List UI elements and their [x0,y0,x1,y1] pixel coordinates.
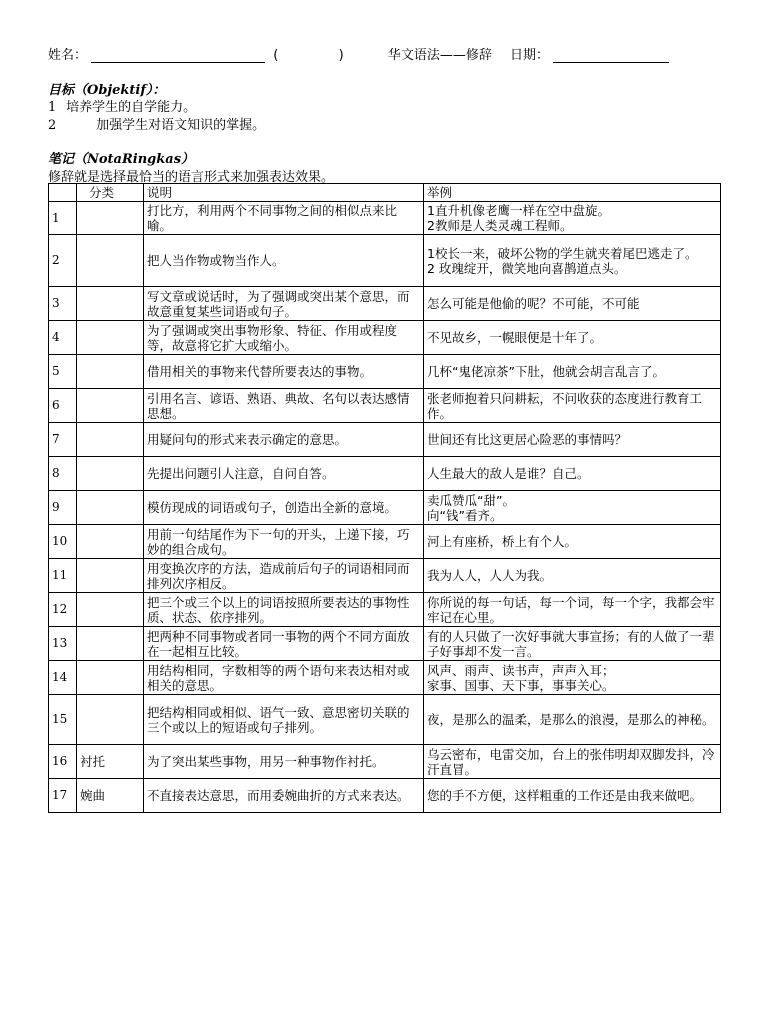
goal-text: 加强学生对语文知识的掌握。 [96,118,266,133]
row-index: 9 [49,491,77,525]
table-row [49,661,721,695]
date-blank[interactable] [553,50,669,63]
goal-item [48,114,265,133]
row-index: 11 [49,559,77,593]
table-row [49,202,721,235]
table-row [49,559,721,593]
row-example: 1校长一来，破坏公物的学生就夹着尾巴逃走了。 2 玫瑰绽开，微笑地向喜鹊道点头。 [424,235,721,287]
row-example: 卖瓜赞瓜“甜”。 向“钱”看齐。 [424,491,721,525]
class-paren-open: ( [273,48,279,63]
row-explanation: 打比方，利用两个不同事物之间的相似点来比喻。 [144,202,424,235]
row-index: 17 [49,779,77,813]
table-row [49,389,721,423]
table-row [49,235,721,287]
row-index: 13 [49,627,77,661]
table-row [49,593,721,627]
row-index: 12 [49,593,77,627]
rhetoric-table [48,183,721,813]
notes-intro: 修辞就是选择最恰当的语言形式来加强表达效果。 [48,170,335,185]
row-explanation: 用变换次序的方法，造成前后句子的词语相同而排列次序相反。 [144,559,424,593]
goal-item [48,96,196,115]
row-category: 婉曲 [77,779,144,813]
row-index: 7 [49,423,77,457]
header-line [48,44,669,63]
row-explanation: 把两种不同事物或者同一事物的两个不同方面放在一起相互比较。 [144,627,424,661]
row-category: 衬托 [77,745,144,779]
row-index: 1 [49,202,77,235]
row-index: 2 [49,235,77,287]
row-explanation: 用结构相同，字数相等的两个语句来表达相对或相关的意思。 [144,661,424,695]
row-example: 世间还有比这更居心险恶的事情吗？ [424,423,721,457]
row-category [77,457,144,491]
row-index: 10 [49,525,77,559]
row-explanation: 为了突出某些事物，用另一种事物作衬托。 [144,745,424,779]
row-category [77,287,144,321]
header-index [49,184,77,202]
name-blank[interactable] [91,50,265,63]
worksheet-title: 华文语法——修辞 [387,48,492,63]
table-row [49,355,721,389]
row-category [77,389,144,423]
row-category [77,661,144,695]
row-example: 有的人只做了一次好事就大事宣扬；有的人做了一辈子好事却不发一言。 [424,627,721,661]
table-header-row [49,184,721,202]
row-explanation: 不直接表达意思，而用委婉曲折的方式来表达。 [144,779,424,813]
header-category: 分类 [77,184,144,202]
table-row [49,287,721,321]
row-example: 风声、雨声、读书声，声声入耳； 家事、国事、天下事，事事关心。 [424,661,721,695]
row-category [77,355,144,389]
row-index: 16 [49,745,77,779]
row-index: 8 [49,457,77,491]
row-explanation: 为了强调或突出事物形象、特征、作用或程度等，故意将它扩大或缩小。 [144,321,424,355]
notes-heading: 笔记（NotaRingkas） [48,152,195,167]
row-category [77,321,144,355]
date-label: 日期： [510,48,550,63]
goal-text: 培养学生的自学能力。 [66,100,197,115]
table-row [49,627,721,661]
row-explanation: 借用相关的事物来代替所要表达的事物。 [144,355,424,389]
row-index: 5 [49,355,77,389]
row-explanation: 先提出问题引人注意，自问自答。 [144,457,424,491]
row-index: 4 [49,321,77,355]
row-example: 张老师抱着只问耕耘，不问收获的态度进行教育工作。 [424,389,721,423]
table-row [49,745,721,779]
row-index: 14 [49,661,77,695]
row-explanation: 把结构相同或相似、语气一致、意思密切关联的三个或以上的短语或句子排列。 [144,695,424,745]
row-explanation: 把三个或三个以上的词语按照所要表达的事物性质、状态、依序排列。 [144,593,424,627]
table-row [49,423,721,457]
row-category [77,423,144,457]
row-index: 3 [49,287,77,321]
goals-heading: 目标（Objektif）： [48,83,166,98]
row-category [77,695,144,745]
row-example: 河上有座桥，桥上有个人。 [424,525,721,559]
row-example: 怎么可能是他偷的呢？不可能，不可能 [424,287,721,321]
row-explanation: 用疑问句的形式来表示确定的意思。 [144,423,424,457]
row-category [77,559,144,593]
row-category [77,235,144,287]
table-row [49,779,721,813]
row-category [77,491,144,525]
row-example: 几杯“鬼佬凉茶”下肚，他就会胡言乱言了。 [424,355,721,389]
header-explanation: 说明 [144,184,424,202]
row-explanation: 模仿现成的词语或句子，创造出全新的意境。 [144,491,424,525]
row-example: 人生最大的敌人是谁？自己。 [424,457,721,491]
row-category [77,202,144,235]
row-explanation: 引用名言、谚语、熟语、典故、名句以表达感情思想。 [144,389,424,423]
row-index: 6 [49,389,77,423]
table-row [49,525,721,559]
row-example: 1直升机像老鹰一样在空中盘旋。 2教师是人类灵魂工程师。 [424,202,721,235]
row-example: 乌云密布，电雷交加，台上的张伟明却双脚发抖，冷汗直冒。 [424,745,721,779]
header-example: 举例 [424,184,721,202]
row-category [77,627,144,661]
table-row [49,321,721,355]
table-row [49,695,721,745]
row-explanation: 把人当作物或物当作人。 [144,235,424,287]
row-category [77,593,144,627]
row-category [77,525,144,559]
row-index: 15 [49,695,77,745]
row-example: 我为人人，人人为我。 [424,559,721,593]
table-row [49,491,721,525]
class-paren-close: ) [338,48,344,63]
table-row [49,457,721,491]
row-example: 你所说的每一句话，每一个词，每一个字，我都会牢牢记在心里。 [424,593,721,627]
row-example: 夜，是那么的温柔，是那么的浪漫，是那么的神秘。 [424,695,721,745]
row-example: 您的手不方便，这样粗重的工作还是由我来做吧。 [424,779,721,813]
goal-number: 2 [48,118,57,133]
row-example: 不见故乡，一幌眼便是十年了。 [424,321,721,355]
name-label: 姓名： [48,48,88,63]
goal-number: 1 [48,100,57,115]
row-explanation: 写文章或说话时，为了强调或突出某个意思，而故意重复某些词语或句子。 [144,287,424,321]
row-explanation: 用前一句结尾作为下一句的开头，上递下接，巧妙的组合成句。 [144,525,424,559]
